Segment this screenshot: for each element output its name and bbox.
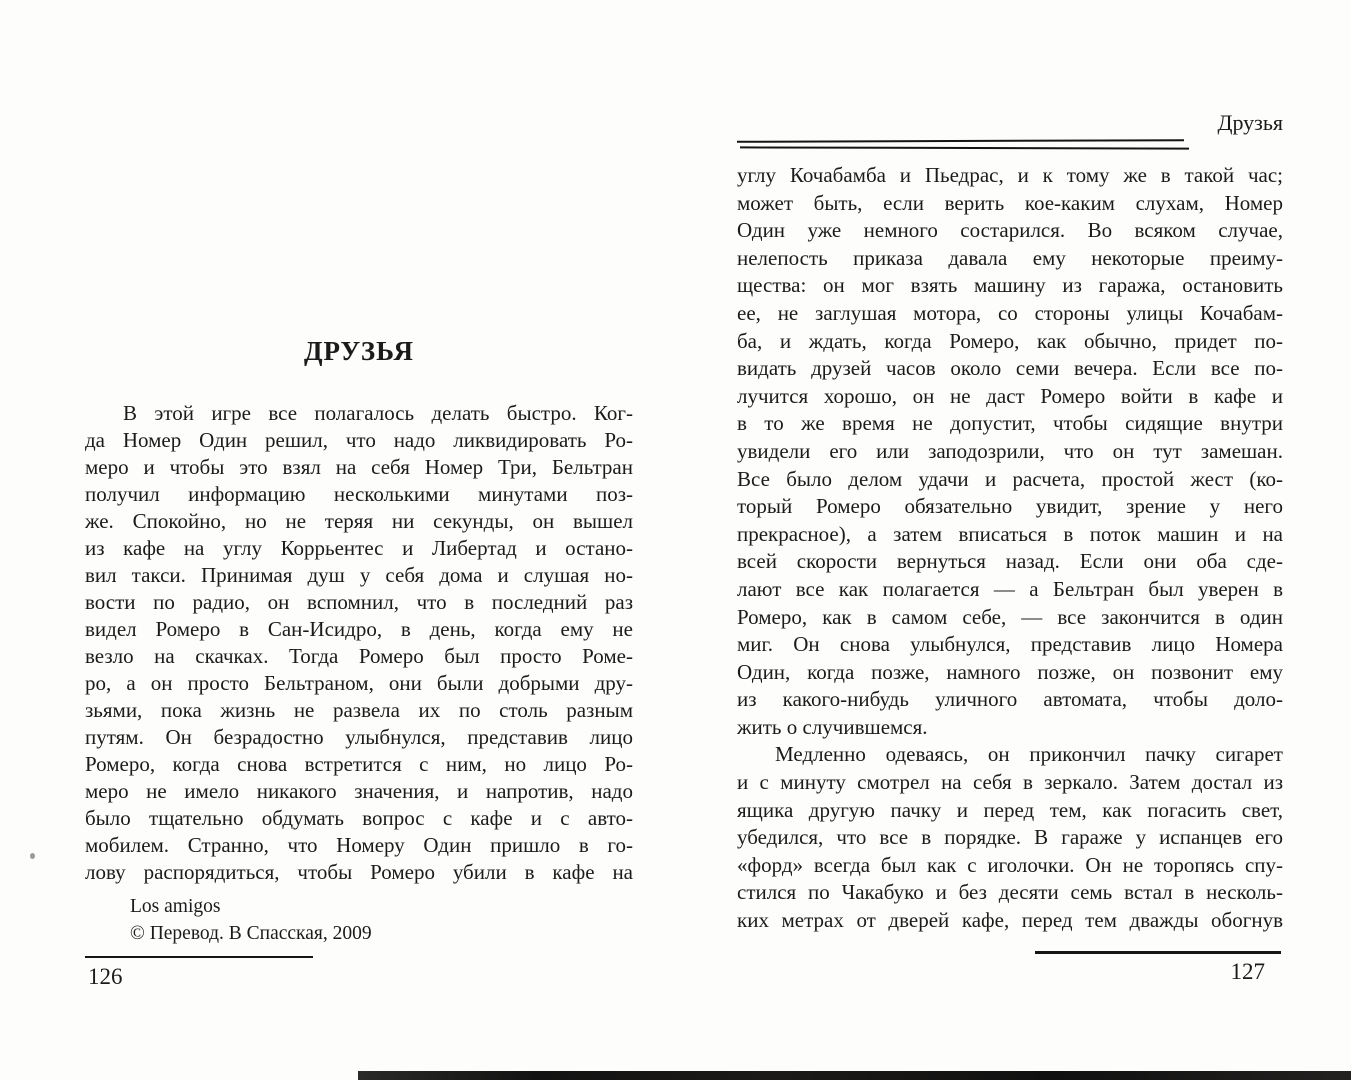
- chapter-title: ДРУЗЬЯ: [303, 336, 415, 366]
- text-line: видел Ромеро в Сан-Исидро, в день, когда ему не: [85, 617, 633, 641]
- attribution-line-original-title: Los amigos: [130, 896, 221, 917]
- text-line: вил такси. Принимая душ у себя дома и слушая но-: [85, 563, 633, 587]
- text-line: лову распорядиться, чтобы Ромеро убили в кафе на: [85, 860, 633, 884]
- header-rule-bottom: [740, 146, 1189, 149]
- text-line: лучится хорошо, он не даст Ромеро войти в кафе и: [737, 383, 1283, 408]
- text-line: везло на скачках. Тогда Ромеро был просто Роме-: [85, 644, 633, 668]
- text-line: и с минуту смотрел на себя в зеркало. Затем достал из: [737, 770, 1283, 795]
- right-page-body-text: [737, 162, 1283, 935]
- text-line: из какого-нибудь уличного автомата, чтобы доло-: [737, 687, 1283, 712]
- text-line: Медленно одеваясь, он прикончил пачку сигарет: [775, 742, 1283, 767]
- text-line: меро не имело никакого значения, и напротив, надо: [85, 779, 633, 803]
- text-line: мобилем. Странно, что Номеру Один пришло в го-: [85, 833, 633, 857]
- text-line: увидели его или заподозрили, что он тут замешан.: [737, 438, 1283, 463]
- text-line: из кафе на углу Коррьентес и Либертад и остано-: [85, 536, 633, 560]
- text-line: путям. Он безрадостно улыбнулся, представив лицо: [85, 725, 633, 749]
- text-line: жить о случившемся.: [737, 714, 928, 739]
- text-line: ро, а он просто Бельтраном, они были добрыми дру-: [85, 671, 633, 695]
- text-line: щества: он мог взять машину из гаража, остановить: [737, 273, 1283, 298]
- text-line: торый Ромеро обязательно увидит, зрение у него: [737, 494, 1283, 519]
- text-line: углу Кочабамба и Пьедрас, и к тому же в такой час;: [737, 163, 1283, 187]
- text-line: меро и чтобы это взял на себя Номер Три, Бельтран: [85, 455, 633, 479]
- text-line: прекрасное), а затем вписаться в поток машин и на: [737, 521, 1283, 546]
- text-line: же. Спокойно, но не теряя ни секунды, он вышел: [85, 509, 633, 533]
- text-line: было тщательно обдумать вопрос с кафе и с авто-: [85, 806, 633, 830]
- header-rule-top: [737, 139, 1184, 143]
- scan-edge-artifact: [358, 1071, 1351, 1080]
- text-line: ба, и ждать, когда Ромеро, как обычно, придет по-: [737, 328, 1283, 353]
- text-line: ких метрах от дверей кафе, перед тем дважды обогнув: [737, 908, 1283, 933]
- text-line: стился по Чакабуко и без десяти семь встал в несколь-: [737, 880, 1283, 905]
- text-line: получил информацию несколькими минутами поз-: [85, 482, 633, 506]
- page-number-right: 127: [1230, 959, 1265, 984]
- text-line: «форд» всегда был как с иголочки. Он не торопясь спу-: [737, 852, 1283, 877]
- text-line: лают все как полагается — а Бельтран был уверен в: [737, 576, 1283, 601]
- text-line: Один уже немного состарился. Во всяком случае,: [737, 218, 1283, 243]
- text-line: В этой игре все полагалось делать быстро. Ког-: [123, 401, 633, 425]
- text-line: Все было делом удачи и расчета, простой жест (ко-: [737, 466, 1283, 491]
- text-line: всей скорости вернуться назад. Если они оба сде-: [737, 549, 1283, 574]
- text-line: нелепость приказа давала ему некоторые преиму-: [737, 245, 1283, 270]
- text-line: в то же время не допустит, чтобы сидящие внутри: [737, 411, 1283, 436]
- text-line: Ромеро, как в самом себе, — все закончится в один: [737, 604, 1283, 629]
- footer-rule-left: [85, 956, 313, 958]
- text-line: ее, не заглушая мотора, со стороны улицы Кочабам-: [737, 300, 1283, 325]
- scan-speck: [30, 853, 35, 859]
- text-line: Один, когда позже, намного позже, он позвонит ему: [737, 659, 1283, 684]
- attribution-line-copyright: © Перевод. В Спасская, 2009: [130, 923, 372, 944]
- running-header: Друзья: [1217, 110, 1283, 135]
- footer-rule-right: [1035, 951, 1281, 954]
- text-line: миг. Он снова улыбнулся, представив лицо Номера: [737, 632, 1283, 657]
- text-line: ящика другую пачку и перед тем, как погасить свет,: [737, 797, 1283, 822]
- text-line: может быть, если верить кое-каким слухам, Номер: [737, 190, 1283, 215]
- text-line: зьями, пока жизнь не развела их по столь разным: [85, 698, 633, 722]
- page-number-left: 126: [88, 964, 123, 989]
- text-line: убедился, что все в порядке. В гараже у испанцев его: [737, 825, 1283, 850]
- left-page-body-text: [85, 400, 633, 886]
- text-line: Ромеро, когда снова встретится с ним, но лицо Ро-: [85, 752, 633, 776]
- attribution: [130, 893, 372, 947]
- text-line: вости по радио, он вспомнил, что в последний раз: [85, 590, 633, 614]
- text-line: да Номер Один решил, что надо ликвидировать Ро-: [85, 428, 633, 452]
- text-line: видать друзей часов около семи вечера. Если все по-: [737, 356, 1283, 381]
